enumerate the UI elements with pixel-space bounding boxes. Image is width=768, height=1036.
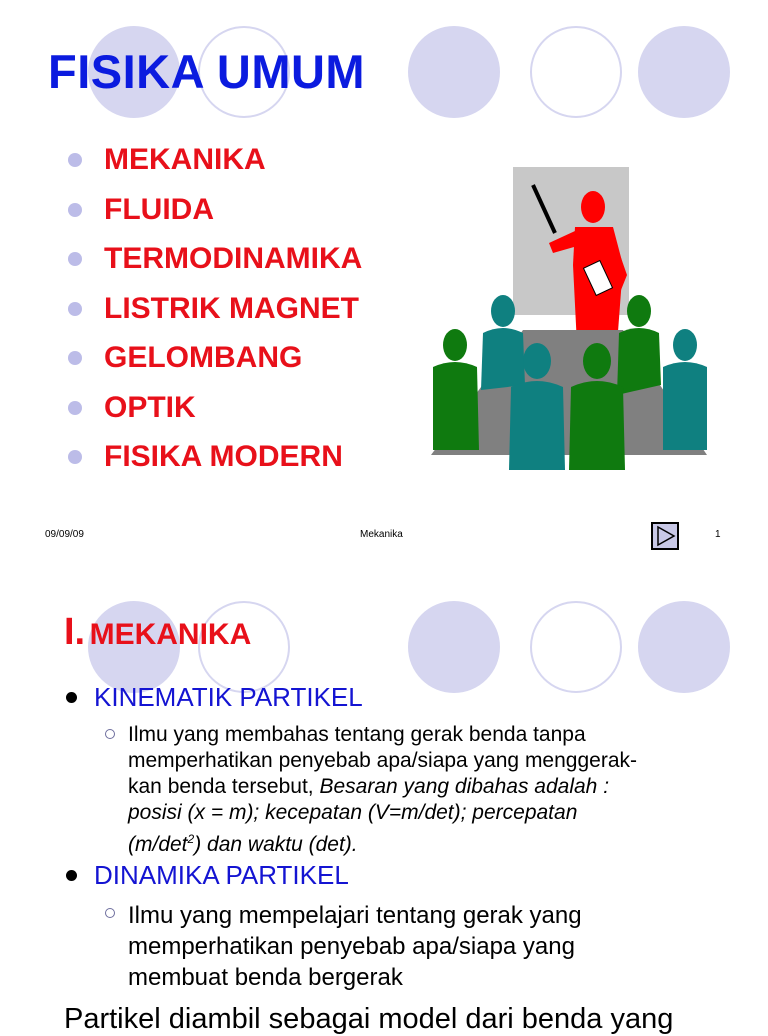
- body-text: kan benda tersebut,: [128, 775, 320, 798]
- bullet-icon: [68, 302, 82, 316]
- topic-label: OPTIK: [104, 390, 196, 424]
- bullet-icon: [68, 153, 82, 167]
- slide-title: FISIKA UMUM: [48, 45, 366, 98]
- topic-label: FLUIDA: [104, 192, 214, 226]
- list-item: [68, 289, 362, 339]
- body-line: membuat benda bergerak: [128, 964, 403, 991]
- list-item: [68, 437, 362, 487]
- body-text: ) dan waktu (det).: [194, 833, 358, 856]
- bullet-icon: [68, 450, 82, 464]
- slide-title: [64, 611, 251, 654]
- topic-label: TERMODINAMIKA: [104, 242, 363, 275]
- body-text-italic: Besaran yang dibahas adalah :: [319, 775, 610, 798]
- play-triangle-icon: [653, 524, 677, 548]
- bullet-icon: [68, 203, 82, 217]
- next-slide-button[interactable]: [651, 522, 679, 550]
- presenter-meeting-illustration: [425, 165, 715, 475]
- list-item: [68, 388, 362, 438]
- bullet-icon: [66, 692, 77, 703]
- footer-page-number: 1: [715, 529, 721, 540]
- section-heading: [94, 860, 349, 891]
- decor-circle: [530, 601, 622, 693]
- body-line: memperhatikan penyebab apa/siapa yang: [128, 933, 575, 960]
- decor-circle: [408, 26, 500, 118]
- body-line: [128, 826, 748, 858]
- topic-label: GELOMBANG: [104, 341, 303, 374]
- list-item: [68, 190, 362, 240]
- list-item: [68, 338, 362, 388]
- decor-circle: [530, 26, 622, 118]
- section-heading-text: DINAMIKA PARTIKEL: [94, 860, 349, 890]
- section-body: [128, 900, 748, 993]
- bullet-icon: [68, 351, 82, 365]
- superscript: 2: [187, 832, 195, 846]
- bullet-icon: [68, 401, 82, 415]
- decor-circle: [638, 601, 730, 693]
- title-text: MEKANIKA: [89, 618, 252, 651]
- list-item: [68, 140, 362, 190]
- sub-bullet-icon: [105, 908, 115, 918]
- section-heading-text: KINEMATIK PARTIKEL: [94, 682, 363, 712]
- body-line: posisi (x = m); kecepatan (V=m/det); percepatan: [128, 801, 578, 824]
- decor-circle: [638, 26, 730, 118]
- topic-label: FISIKA MODERN: [104, 440, 343, 473]
- footer-title: Mekanika: [360, 529, 403, 540]
- body-line: Ilmu yang membahas tentang gerak benda tanpa: [128, 723, 586, 746]
- body-text: (m/det: [128, 833, 188, 856]
- section-heading: [94, 682, 363, 713]
- topic-label: LISTRIK MAGNET: [104, 291, 359, 325]
- bottom-text: Partikel diambil sebagai model dari benda yang: [64, 1003, 674, 1035]
- decor-circle: [408, 601, 500, 693]
- list-item: [68, 239, 362, 289]
- section-body: [128, 722, 748, 858]
- body-line: [128, 774, 748, 800]
- topic-list: [68, 140, 362, 487]
- bullet-icon: [68, 252, 82, 266]
- bullet-icon: [66, 870, 77, 881]
- footer-date: 09/09/09: [45, 529, 84, 540]
- body-line: memperhatikan penyebab apa/siapa yang menggerak-: [128, 749, 637, 772]
- body-line: Ilmu yang mempelajari tentang gerak yang: [128, 902, 582, 929]
- title-number: I.: [64, 611, 86, 653]
- topic-label: MEKANIKA: [104, 143, 266, 176]
- sub-bullet-icon: [105, 729, 115, 739]
